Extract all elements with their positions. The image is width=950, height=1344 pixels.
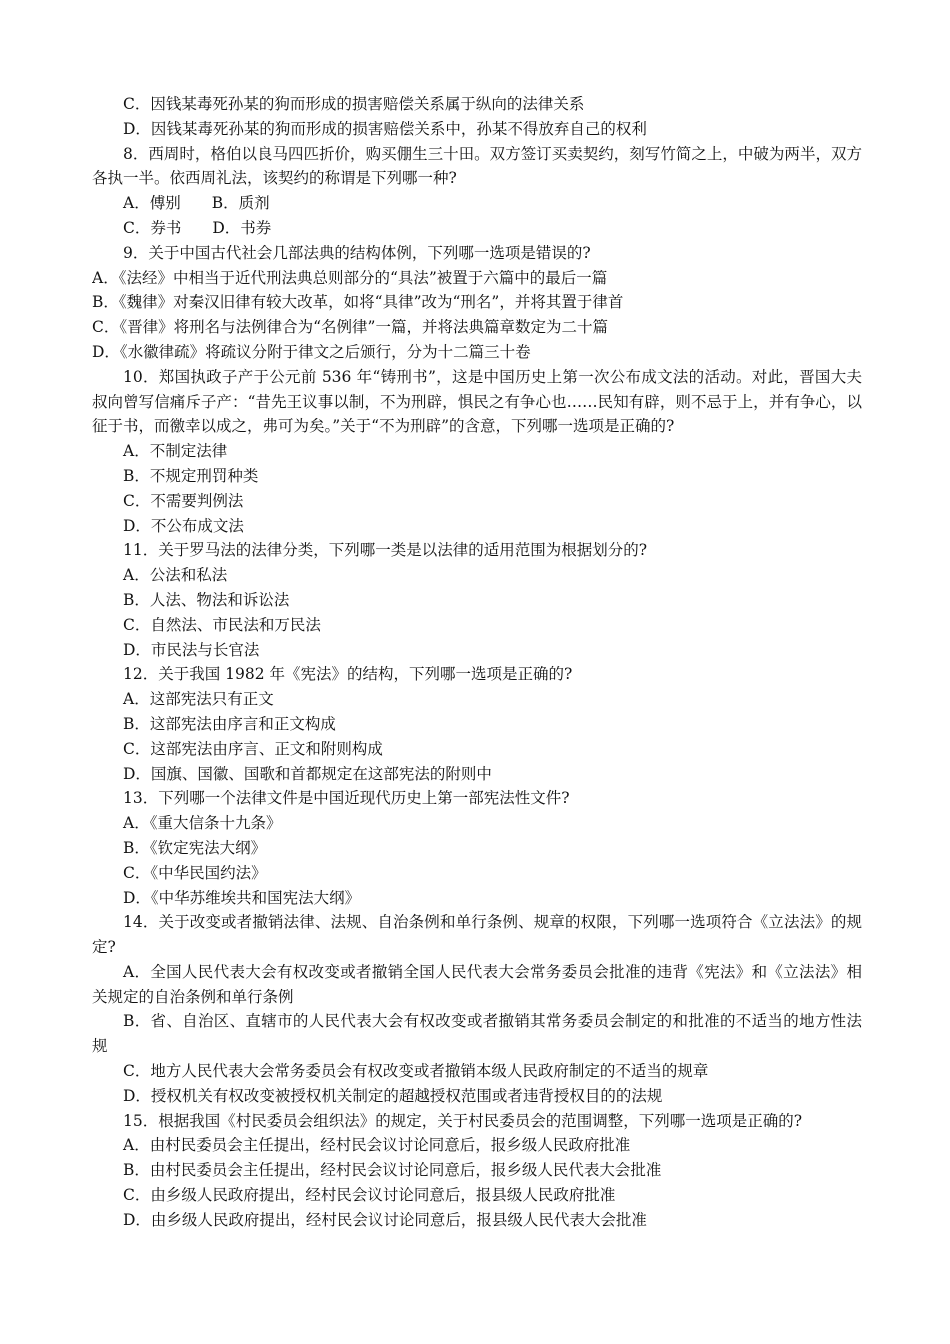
option-7d: D．因钱某毒死孙某的狗而形成的损害赔偿关系中，孙某不得放弃自己的权利 bbox=[123, 119, 647, 138]
option-13c: C．《中华民国约法》 bbox=[123, 863, 267, 882]
options-8-cd: C．券书 D．书券 bbox=[123, 218, 272, 237]
option-9a: A．《法经》中相当于近代刑法典总则部分的“具法”被置于六篇中的最后一篇 bbox=[92, 268, 608, 287]
option-10a: A．不制定法律 bbox=[123, 442, 228, 461]
option-10c: C．不需要判例法 bbox=[123, 491, 244, 510]
option-14d: D．授权机关有权改变被授权机关制定的超越授权范围或者违背授权目的的法规 bbox=[123, 1086, 663, 1105]
option-13b: B．《钦定宪法大纲》 bbox=[123, 838, 267, 857]
question-13: 13．下列哪一个法律文件是中国近现代历史上第一部宪法性文件? bbox=[123, 789, 570, 808]
question-12: 12．关于我国 1982 年《宪法》的结构，下列哪一选项是正确的? bbox=[123, 665, 573, 684]
option-14a: A．全国人民代表大会有权改变或者撤销全国人民代表大会常务委员会批准的违背《宪法》和《立法法》相关规定的自治条例和单行条例 bbox=[92, 962, 862, 1006]
option-15c: C．由乡级人民政府提出，经村民会议讨论同意后，报县级人民政府批准 bbox=[123, 1186, 616, 1205]
option-9d: D．《水徽律疏》将疏议分附于律文之后颁行，分为十二篇三十卷 bbox=[92, 342, 531, 361]
option-11d: D．市民法与长官法 bbox=[123, 640, 260, 659]
option-13a: A．《重大信条十九条》 bbox=[123, 814, 282, 833]
question-10: 10．郑国执政子产于公元前 536 年“铸刑书”，这是中国历史上第一次公布成文法的活动。对此，晋国大夫叔向曾写信痛斥子产：“昔先王议事以制，不为刑辟，惧民之有争心也……民知有辟，则不忌于上，并有争心，以征于书，而徼幸以成之，弗可为矣。”关于“不为刑辟”的含意，下列哪一选项是正确的? bbox=[92, 367, 862, 436]
option-15d: D．由乡级人民政府提出，经村民会议讨论同意后，报县级人民代表大会批准 bbox=[123, 1210, 647, 1229]
question-9: 9．关于中国古代社会几部法典的结构体例，下列哪一选项是错误的? bbox=[123, 243, 591, 262]
option-10b: B．不规定刑罚种类 bbox=[123, 466, 259, 485]
option-11b: B．人法、物法和诉讼法 bbox=[123, 590, 290, 609]
question-15: 15．根据我国《村民委员会组织法》的规定，关于村民委员会的范围调整，下列哪一选项是正确的? bbox=[123, 1111, 803, 1130]
question-8: 8．西周时，格伯以良马四匹折价，购买倗生三十田。双方签订买卖契约，刻写竹简之上，中破为两半，双方各执一半。依西周礼法，该契约的称谓是下列哪一种? bbox=[92, 144, 862, 188]
option-10d: D．不公布成文法 bbox=[123, 516, 244, 535]
option-13d: D．《中华苏维埃共和国宪法大纲》 bbox=[123, 888, 361, 907]
option-12d: D．国旗、国徽、国歌和首都规定在这部宪法的附则中 bbox=[123, 764, 492, 783]
option-9c: C．《晋律》将刑名与法例律合为“名例律”一篇，并将法典篇章数定为二十篇 bbox=[92, 318, 608, 337]
options-8-ab: A．傅别 B．质剂 bbox=[123, 194, 270, 213]
question-11: 11．关于罗马法的法律分类，下列哪一类是以法律的适用范围为根据划分的? bbox=[123, 541, 648, 560]
option-12a: A．这部宪法只有正文 bbox=[123, 690, 274, 709]
question-14: 14．关于改变或者撤销法律、法规、自治条例和单行条例、规章的权限，下列哪一选项符合《立法法》的规定? bbox=[92, 913, 862, 957]
option-15b: B．由村民委员会主任提出，经村民会议讨论同意后，报乡级人民代表大会批准 bbox=[123, 1161, 662, 1180]
option-14b: B．省、自治区、直辖市的人民代表大会有权改变或者撤销其常务委员会制定的和批准的不适当的地方性法规 bbox=[92, 1012, 862, 1056]
option-12b: B．这部宪法由序言和正文构成 bbox=[123, 714, 336, 733]
option-11a: A．公法和私法 bbox=[123, 566, 228, 585]
option-11c: C．自然法、市民法和万民法 bbox=[123, 615, 321, 634]
option-14c: C．地方人民代表大会常务委员会有权改变或者撤销本级人民政府制定的不适当的规章 bbox=[123, 1062, 709, 1081]
option-9b: B．《魏律》对秦汉旧律有较大改革，如将“具律”改为“刑名”，并将其置于律首 bbox=[92, 293, 624, 312]
option-12c: C．这部宪法由序言、正文和附则构成 bbox=[123, 739, 383, 758]
document-page bbox=[92, 92, 862, 1233]
option-15a: A．由村民委员会主任提出，经村民会议讨论同意后，报乡级人民政府批准 bbox=[123, 1136, 631, 1155]
option-7c: C．因钱某毒死孙某的狗而形成的损害赔偿关系属于纵向的法律关系 bbox=[123, 95, 585, 113]
